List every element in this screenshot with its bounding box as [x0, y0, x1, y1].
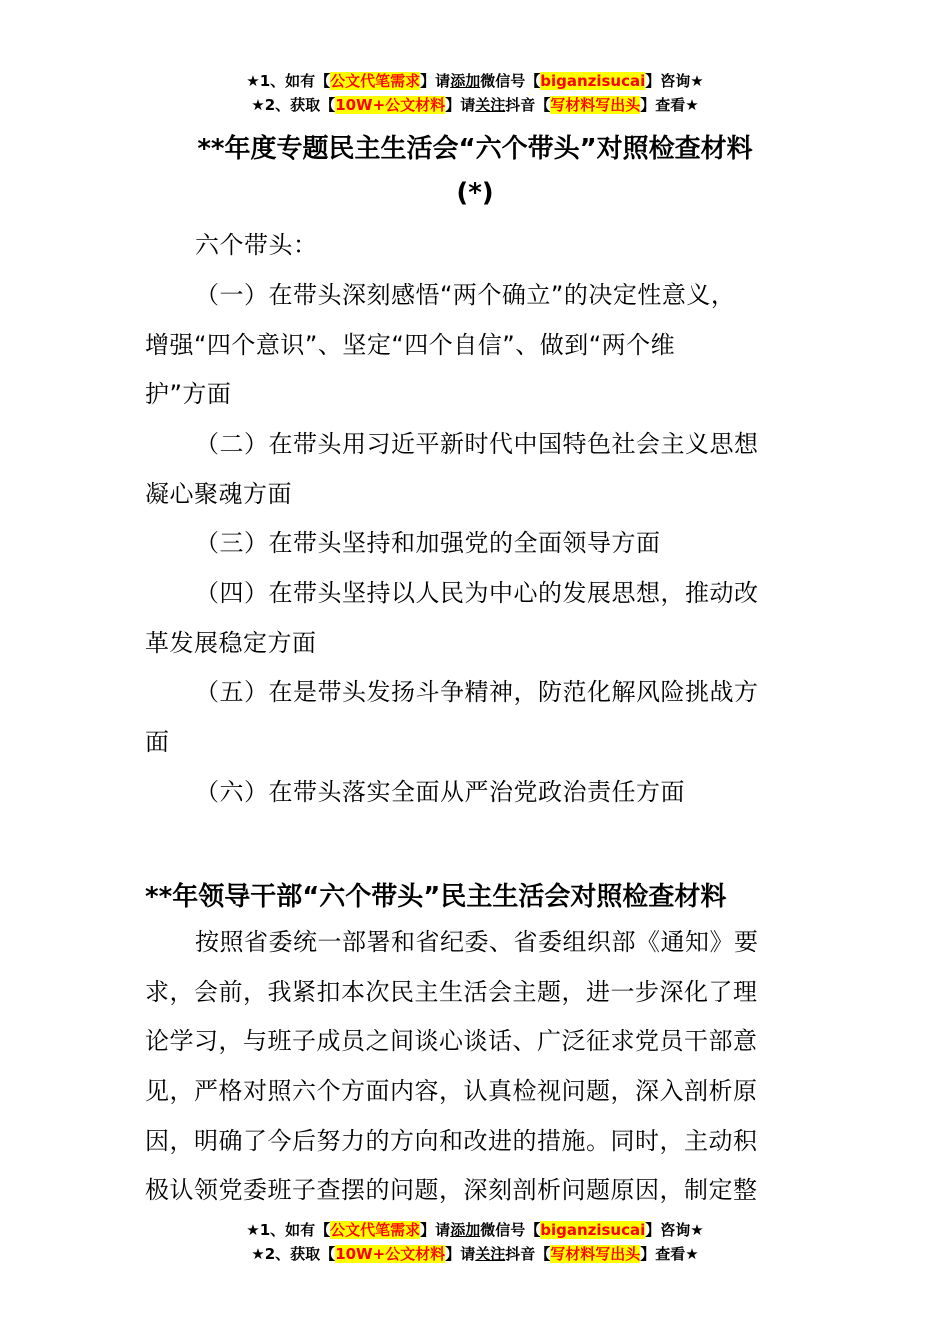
item-line: 面: [145, 728, 170, 756]
item-line: （四）在带头坚持以人民为中心的发展思想，推动改: [195, 579, 759, 607]
body-line: 论学习，与班子成员之间谈心谈话、广泛征求党员干部意: [145, 1027, 758, 1055]
body-line: 按照省委统一部署和省纪委、省委组织部《通知》要: [195, 928, 759, 956]
banner-text: 微信号【: [480, 72, 541, 90]
header-banner-line2: [0, 94, 950, 116]
item-line: 护”方面: [145, 380, 232, 408]
banner-text: ★1、如有【: [246, 1221, 331, 1239]
banner-text: 微信号【: [480, 1221, 541, 1239]
banner-highlight: biganzisucai: [540, 72, 646, 90]
banner-text: 】咨询★: [645, 1221, 704, 1239]
banner-text: ★1、如有【: [246, 72, 331, 90]
banner-underline: 关注: [475, 1245, 506, 1263]
banner-text: 】请: [445, 96, 476, 114]
banner-highlight: 公文代笔需求: [330, 72, 421, 90]
body-line: 极认领党委班子查摆的问题，深刻剖析问题原因，制定整: [145, 1176, 758, 1204]
banner-highlight: 写材料写出头: [550, 96, 641, 114]
doc-title-sub: (*): [456, 178, 494, 208]
item-line: （三）在带头坚持和加强党的全面领导方面: [195, 529, 661, 557]
section-title: **年领导干部“六个带头”民主生活会对照检查材料: [145, 882, 727, 912]
banner-text: 】咨询★: [645, 72, 704, 90]
banner-text: 】请: [420, 72, 451, 90]
footer-banner-line1: [0, 1219, 950, 1241]
banner-underline: 关注: [475, 96, 506, 114]
banner-text: 抖音【: [505, 96, 551, 114]
item-line: （一）在带头深刻感悟“两个确立”的决定性意义，: [195, 281, 736, 309]
banner-highlight: biganzisucai: [540, 1221, 646, 1239]
banner-text: ★2、获取【: [251, 1245, 336, 1263]
banner-underline: 添加: [450, 1221, 481, 1239]
banner-highlight: 公文代笔需求: [330, 1221, 421, 1239]
body-line: 求，会前，我紧扣本次民主生活会主题，进一步深化了理: [145, 978, 758, 1006]
banner-text: 抖音【: [505, 1245, 551, 1263]
banner-text: 】查看★: [640, 1245, 699, 1263]
item-line: 革发展稳定方面: [145, 629, 317, 657]
item-line: 增强“四个意识”、坚定“四个自信”、做到“两个维: [145, 331, 676, 359]
item-line: （五）在是带头发扬斗争精神，防范化解风险挑战方: [195, 678, 759, 706]
banner-underline: 添加: [450, 72, 481, 90]
doc-title: **年度专题民主生活会“六个带头”对照检查材料: [197, 134, 753, 164]
intro-text: 六个带头：: [195, 231, 318, 259]
banner-highlight: 10W+公文材料: [335, 96, 446, 114]
item-line: （二）在带头用习近平新时代中国特色社会主义思想: [195, 430, 759, 458]
footer-banner-line2: [0, 1243, 950, 1265]
banner-highlight: 写材料写出头: [550, 1245, 641, 1263]
item-line: （六）在带头落实全面从严治党政治责任方面: [195, 778, 685, 806]
banner-highlight: 10W+公文材料: [335, 1245, 446, 1263]
body-line: 见，严格对照六个方面内容，认真检视问题，深入剖析原: [145, 1077, 758, 1105]
item-line: 凝心聚魂方面: [145, 480, 292, 508]
banner-text: 】请: [445, 1245, 476, 1263]
banner-text: 】查看★: [640, 96, 699, 114]
banner-text: 】请: [420, 1221, 451, 1239]
body-line: 因，明确了今后努力的方向和改进的措施。同时，主动积: [145, 1127, 758, 1155]
banner-text: ★2、获取【: [251, 96, 336, 114]
header-banner-line1: [0, 70, 950, 92]
